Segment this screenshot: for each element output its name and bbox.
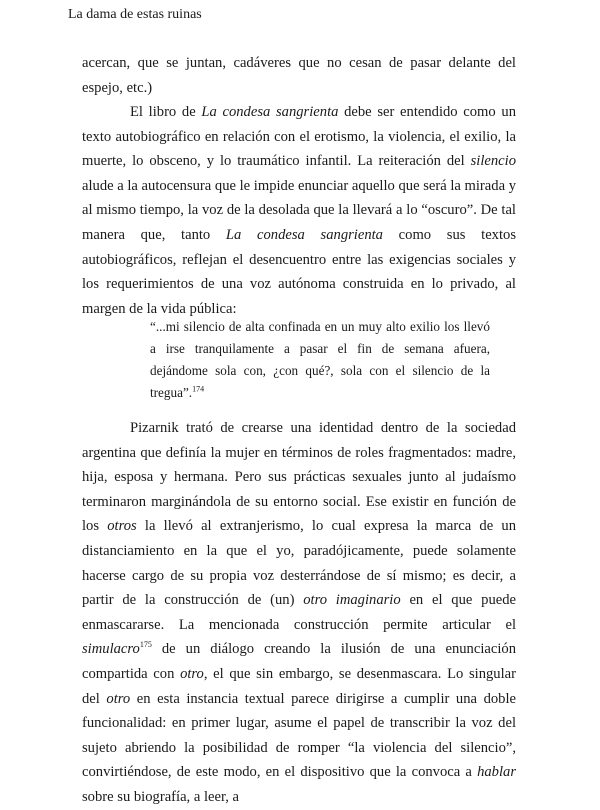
text-run: en esta instancia textual parece dirigirse a cumplir una doble funcionalidad: en primer lugar, asume el papel de transcribir la voz del sujeto abriendo la posibilidad de romper “la violencia del silencio”, convirtiéndose, de este modo, en el dispositivo que la convoca a [82, 690, 516, 781]
text-run: Pizarnik trató de crearse una identidad dentro de la sociedad argentina que definía la mujer en términos de roles fragmentados: madre, hija, esposa y hermana. Pero sus prácticas sexuales junto al judaísmo terminaron marginándola de su entorno social. Ese existir en función de los [82, 420, 516, 535]
paragraph-1: acercan, que se juntan, cadáveres que no cesan de pasar delante del espejo, etc.) [82, 55, 516, 96]
paragraph-3 [82, 416, 516, 810]
footnote-ref: 175 [139, 640, 152, 650]
italic-term: otro imaginario [303, 592, 401, 609]
quote-text: “...mi silencio de alta confinada en un muy alto exilio los llevó a irse tranquilamente a pasar el fin de semana afuera, dejándome sola con, ¿con qué?, sola con el silencio de la tregua”. [150, 319, 490, 400]
paragraph-pizarnik [82, 416, 516, 810]
running-header: La dama de estas ruinas [68, 7, 202, 22]
italic-title: La condesa sangrienta [201, 104, 339, 120]
italic-title: La condesa sangrienta [225, 226, 383, 243]
text-run: sobre su biografía, a leer, a [82, 788, 240, 805]
block-quote [150, 316, 490, 404]
text-run: , el que sin embargo, se desenmascara. Lo singular del [82, 665, 516, 707]
paragraph-condesa [82, 100, 516, 321]
text-run: de un diálogo creando la ilusión de una enunciación compartida con [82, 641, 516, 682]
text-run: como sus textos autobiográficos, reflejan el desencuentro entre las exigencias sociales y los requerimientos de una voz autónoma construida en lo privado, al margen de la vida pública: [82, 226, 516, 317]
text-run: en el que puede enmascararse. La mencionada construcción permite articular el [82, 592, 516, 633]
text-run: la llevó al extranjerismo, lo cual expresa la marca de un distanciamiento en la que el yo, paradójicamente, puede solamente hacerse cargo de su propia voz desterrándose de sí mismo; es decir, a partir de la construcción de (un) [82, 518, 516, 609]
italic-term: simulacro [82, 641, 140, 658]
italic-term: otro [180, 665, 204, 682]
italic-term: hablar [477, 764, 516, 781]
italic-term: silencio [470, 153, 516, 170]
paragraph-2 [82, 100, 516, 321]
footnote-ref: 174 [192, 384, 205, 394]
text-run: El libro de [130, 104, 202, 120]
italic-term: otros [107, 518, 137, 535]
italic-term: otro [106, 690, 131, 707]
paragraph-continuation [82, 51, 516, 100]
text-run: debe ser entendido como un texto autobiográfico en relación con el erotismo, la violencia, el exilio, la muerte, lo obsceno, y lo traumático infantil. La reiteración del [82, 104, 516, 170]
text-run: alude a la autocensura que le impide enunciar aquello que será la mirada y al mismo tiempo, la voz de la desolada que la llevará a lo “oscuro”. De tal manera que, tanto [82, 177, 516, 243]
